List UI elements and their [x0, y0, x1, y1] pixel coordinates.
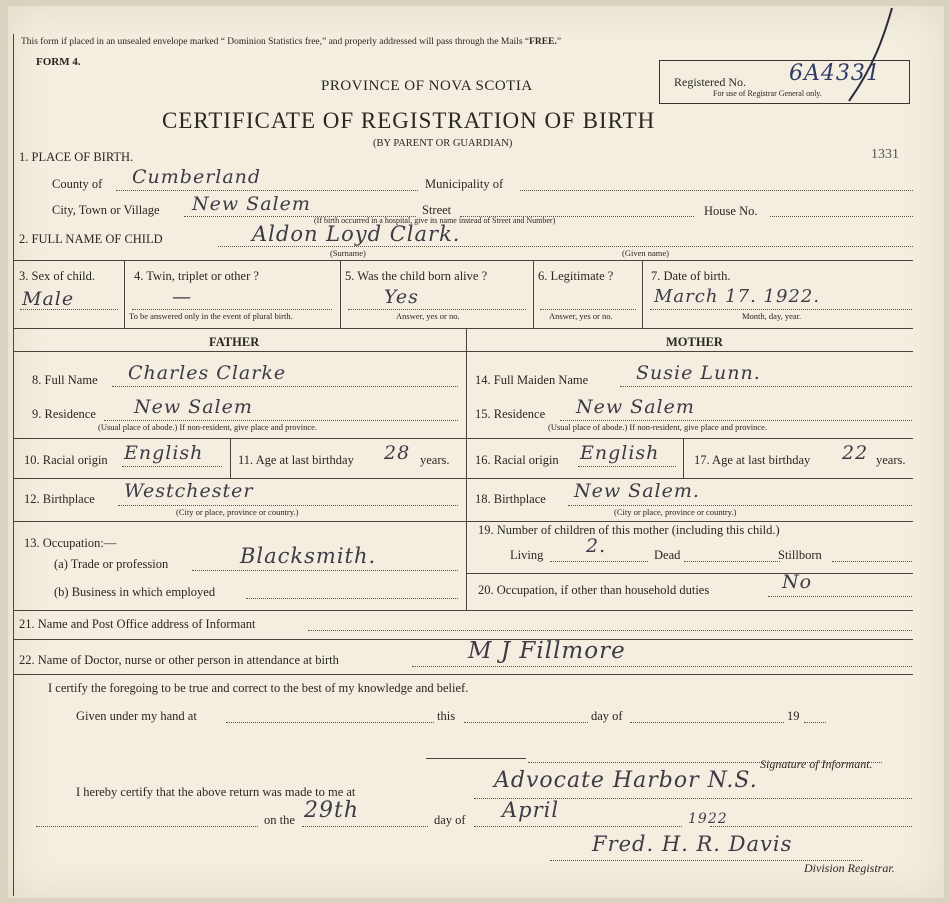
father-occupation-label: 13. Occupation:—	[24, 536, 117, 550]
attendant-label: 22. Name of Doctor, nurse or other person in attendance at birth	[19, 653, 339, 667]
living-label: Living	[510, 548, 544, 562]
row-rule-f	[13, 521, 913, 522]
dob-value: March 17. 1922.	[654, 286, 821, 307]
father-birthplace-note: (City or place, province or country.)	[176, 507, 299, 517]
father-birthplace-line	[118, 505, 458, 506]
dob-note: Month, day, year.	[742, 311, 802, 321]
certificate-title: CERTIFICATE OF REGISTRATION OF BIRTH	[162, 108, 656, 133]
father-racial-label: 10. Racial origin	[24, 453, 108, 467]
father-name-value: Charles Clarke	[128, 362, 287, 384]
house-number-label: House No.	[704, 204, 758, 218]
on-day-line	[302, 826, 428, 827]
given-day-line	[464, 722, 588, 723]
stillborn-line	[832, 561, 912, 562]
on-day-value: 29th	[304, 798, 360, 823]
pen-stroke-mark	[834, 6, 904, 106]
registrar-year-line	[710, 826, 912, 827]
trade-line	[192, 570, 458, 571]
city-label: City, Town or Village	[52, 203, 160, 217]
row-rule-g	[13, 610, 913, 611]
given-year-prefix: 19	[787, 709, 800, 723]
mother-age-value: 22	[842, 442, 869, 464]
street-label: Street	[422, 203, 452, 217]
sex-label: 3. Sex of child.	[19, 269, 96, 283]
father-residence-note: (Usual place of abode.) If non-resident, give place and province.	[98, 422, 318, 432]
father-racial-value: English	[124, 442, 204, 464]
city-value: New Salem	[192, 193, 311, 215]
mother-residence-note: (Usual place of abode.) If non-resident, give place and province.	[548, 422, 768, 432]
mother-birthplace-note: (City or place, province or country.)	[614, 507, 737, 517]
mother-name-line	[620, 386, 912, 387]
mother-occupation-value: No	[782, 571, 813, 593]
form-number: FORM 4.	[36, 56, 81, 68]
column-divider	[466, 328, 467, 610]
full-name-label: 2. FULL NAME OF CHILD	[19, 232, 163, 246]
row-divider	[340, 260, 341, 328]
stillborn-label: Stillborn	[778, 548, 822, 562]
mail-notice: This form if placed in an unsealed envelope marked “ Dominion Statistics free,” and properly addressed will pass through the Mails “FREE.”	[21, 37, 562, 47]
legitimate-note: Answer, yes or no.	[549, 311, 613, 321]
mother-row-rule	[466, 573, 913, 574]
mother-heading: MOTHER	[666, 335, 723, 349]
row-divider	[230, 438, 231, 478]
dead-line	[684, 561, 780, 562]
father-age-value: 28	[384, 442, 411, 464]
on-the-label: on the	[264, 813, 295, 827]
row-rule-d	[13, 438, 913, 439]
given-name-note: (Given name)	[622, 248, 669, 258]
municipality-line	[520, 190, 913, 191]
given-place-line	[226, 722, 434, 723]
mother-racial-label: 16. Racial origin	[475, 453, 559, 467]
father-racial-line	[122, 466, 222, 467]
trade-value: Blacksmith.	[240, 544, 377, 568]
alive-note: Answer, yes or no.	[396, 311, 460, 321]
twin-note: To be answered only in the event of plural birth.	[129, 311, 293, 321]
municipality-label: Municipality of	[425, 177, 504, 191]
sex-line	[20, 309, 118, 310]
father-name-label: 8. Full Name	[32, 373, 98, 387]
registrar-dayof-label: day of	[434, 813, 466, 827]
this-label: this	[437, 709, 456, 723]
dead-label: Dead	[654, 548, 681, 562]
birth-certificate	[8, 6, 944, 898]
row-rule-a	[13, 260, 913, 261]
province-heading: PROVINCE OF NOVA SCOTIA	[321, 78, 533, 94]
mother-residence-label: 15. Residence	[475, 407, 546, 421]
mother-residence-line	[560, 420, 912, 421]
mother-residence-value: New Salem	[576, 396, 695, 418]
mother-racial-line	[578, 466, 676, 467]
business-label: (b) Business in which employed	[54, 585, 216, 599]
father-name-line	[112, 386, 458, 387]
row-rule-i	[13, 674, 913, 675]
given-month-line	[630, 722, 784, 723]
mother-years-label: years.	[876, 453, 906, 467]
full-name-line	[218, 246, 913, 247]
row-rule-c	[13, 351, 913, 352]
informant-label: 21. Name and Post Office address of Informant	[19, 617, 256, 631]
mother-occupation-line	[768, 596, 912, 597]
informant-signature-label: Signature of Informant.	[760, 757, 873, 771]
row-divider	[683, 438, 684, 478]
row-divider	[124, 260, 125, 328]
attendant-line	[412, 666, 912, 667]
registrar-signature-label: Division Registrar.	[804, 861, 895, 875]
given-dayof-label: day of	[591, 709, 623, 723]
alive-label: 5. Was the child born alive ?	[345, 269, 488, 283]
mother-birthplace-label: 18. Birthplace	[475, 492, 546, 506]
dob-label: 7. Date of birth.	[651, 269, 731, 283]
given-under-label: Given under my hand at	[76, 709, 197, 723]
registrar-only-note: For use of Registrar General only.	[713, 89, 822, 98]
registrar-month-value: April	[502, 798, 560, 822]
county-value: Cumberland	[132, 166, 262, 188]
children-count-label: 19. Number of children of this mother (including this child.)	[478, 523, 780, 537]
mother-occupation-label: 20. Occupation, if other than household duties	[478, 583, 710, 597]
registered-label: Registered No.	[674, 75, 746, 89]
father-residence-label: 9. Residence	[32, 407, 96, 421]
registrar-year-value: 1922	[688, 811, 728, 827]
county-label: County of	[52, 177, 103, 191]
row-rule-b	[13, 328, 913, 329]
registrar-statement: I hereby certify that the above return was made to me at	[76, 785, 356, 799]
twin-label: 4. Twin, triplet or other ?	[134, 269, 259, 283]
informant-line	[308, 630, 912, 631]
father-heading: FATHER	[209, 335, 260, 349]
mother-birthplace-line	[568, 505, 912, 506]
father-birthplace-value: Westchester	[124, 480, 254, 502]
father-residence-line	[104, 420, 458, 421]
sex-value: Male	[22, 288, 75, 310]
certificate-subtitle: (BY PARENT OR GUARDIAN)	[373, 138, 513, 149]
mother-name-label: 14. Full Maiden Name	[475, 373, 589, 387]
registered-value: 6A4331	[789, 61, 881, 86]
alive-line	[348, 309, 526, 310]
hospital-note: (If birth occurred in a hospital, give its name instead of Street and Number)	[314, 216, 556, 225]
mother-birthplace-value: New Salem.	[574, 480, 700, 502]
place-of-birth-label: 1. PLACE OF BIRTH.	[19, 150, 134, 164]
attendant-value: M J Fillmore	[468, 638, 626, 664]
given-year-line	[804, 722, 826, 723]
living-value: 2.	[586, 535, 607, 557]
registrar-signature: Fred. H. R. Davis	[592, 832, 793, 856]
twin-value: —	[172, 286, 192, 308]
row-rule-e	[13, 478, 913, 479]
corner-number: 1331	[871, 147, 899, 162]
trade-label: (a) Trade or profession	[54, 557, 169, 571]
signature-short-rule	[426, 758, 526, 759]
registrar-place-value: Advocate Harbor N.S.	[494, 768, 758, 793]
father-age-label: 11. Age at last birthday	[238, 453, 354, 467]
father-years-label: years.	[420, 453, 450, 467]
mother-age-label: 17. Age at last birthday	[694, 453, 811, 467]
left-margin-rule	[13, 34, 14, 896]
row-divider	[642, 260, 643, 328]
living-line	[550, 561, 648, 562]
father-birthplace-label: 12. Birthplace	[24, 492, 95, 506]
alive-value: Yes	[384, 286, 419, 308]
surname-note: (Surname)	[330, 248, 366, 258]
father-residence-value: New Salem	[134, 396, 253, 418]
mother-name-value: Susie Lunn.	[636, 362, 761, 384]
certify-statement: I certify the foregoing to be true and correct to the best of my knowledge and belief.	[48, 681, 469, 695]
row-rule-h	[13, 639, 913, 640]
registrar-month-line	[474, 826, 682, 827]
house-line	[770, 216, 913, 217]
twin-line	[132, 309, 332, 310]
registrar-lead-line	[36, 826, 258, 827]
legitimate-line	[540, 309, 636, 310]
county-line	[116, 190, 418, 191]
row-divider	[533, 260, 534, 328]
legitimate-label: 6. Legitimate ?	[538, 269, 614, 283]
business-line	[246, 598, 458, 599]
child-name-value: Aldon Loyd Clark.	[252, 222, 461, 246]
mother-racial-value: English	[580, 442, 660, 464]
dob-line	[650, 309, 912, 310]
